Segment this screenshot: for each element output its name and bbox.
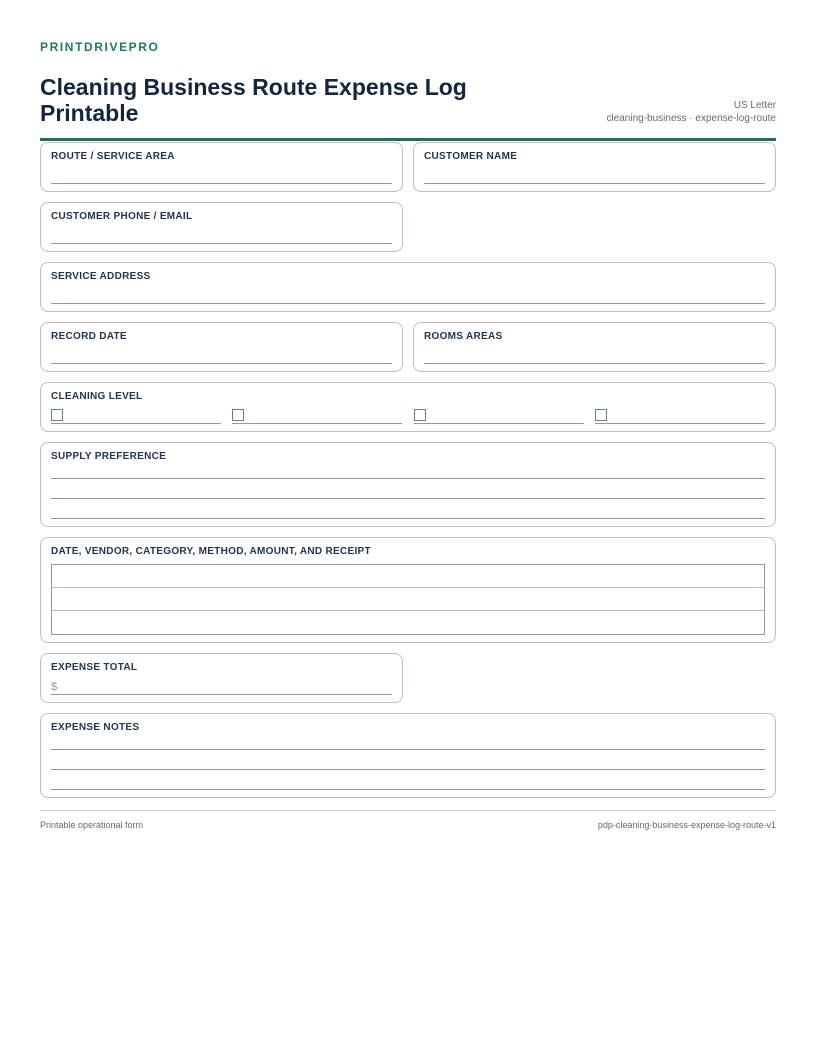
- page-title: Cleaning Business Route Expense Log Printable: [40, 74, 467, 126]
- customer-name-field: [413, 142, 776, 192]
- footer-label: Printable operational form: [40, 820, 144, 830]
- field-label: CUSTOMER PHONE / EMAIL: [51, 211, 193, 222]
- write-line[interactable]: [51, 518, 765, 519]
- option-line[interactable]: [51, 423, 221, 424]
- field-label: DATE, VENDOR, CATEGORY, METHOD, AMOUNT, AND RECEIPT: [51, 546, 371, 557]
- write-line[interactable]: [424, 183, 765, 184]
- page-footer: [40, 810, 776, 834]
- write-line[interactable]: [51, 769, 765, 770]
- write-line[interactable]: [51, 363, 392, 364]
- form-page: [40, 40, 776, 141]
- write-line[interactable]: [51, 183, 392, 184]
- option-line[interactable]: [595, 423, 765, 424]
- expense-table: [51, 564, 765, 635]
- form-tags: cleaning-business · expense-log-route: [606, 113, 776, 124]
- field-label: SERVICE ADDRESS: [51, 271, 151, 282]
- currency-prefix: $: [51, 681, 58, 693]
- page-header: [40, 55, 776, 141]
- paper-size: US Letter: [733, 100, 776, 111]
- field-label: ROUTE / SERVICE AREA: [51, 151, 175, 162]
- record-date-field: [40, 322, 403, 372]
- option-line[interactable]: [232, 423, 402, 424]
- write-line[interactable]: [51, 749, 765, 750]
- cleaning-level-field: [40, 382, 776, 432]
- service-address-field: [40, 262, 776, 312]
- checkbox[interactable]: [414, 409, 426, 421]
- write-line[interactable]: [51, 243, 392, 244]
- write-line[interactable]: [51, 303, 765, 304]
- form-id: pdp-cleaning-business-expense-log-route-v1: [597, 820, 776, 830]
- field-label: CLEANING LEVEL: [51, 391, 143, 402]
- write-line[interactable]: [51, 478, 765, 479]
- supply-preference-field: [40, 442, 776, 527]
- checkbox[interactable]: [232, 409, 244, 421]
- table-row[interactable]: [52, 588, 764, 611]
- table-row[interactable]: [52, 611, 764, 634]
- expense-total-field: [40, 653, 403, 703]
- write-line[interactable]: [51, 498, 765, 499]
- route-service-area-field: [40, 142, 403, 192]
- table-row[interactable]: [52, 565, 764, 588]
- header-meta: [606, 99, 776, 125]
- field-label: RECORD DATE: [51, 331, 127, 342]
- rooms-areas-field: [413, 322, 776, 372]
- write-line[interactable]: [51, 694, 392, 695]
- expense-table-field: [40, 537, 776, 643]
- brand-name: PRINTDRIVEPRO: [40, 40, 160, 54]
- option-line[interactable]: [414, 423, 584, 424]
- write-line[interactable]: [51, 789, 765, 790]
- checkbox[interactable]: [51, 409, 63, 421]
- customer-phone-email-field: [40, 202, 403, 252]
- checkbox[interactable]: [595, 409, 607, 421]
- field-label: ROOMS AREAS: [424, 331, 503, 342]
- field-label: SUPPLY PREFERENCE: [51, 451, 167, 462]
- expense-notes-field: [40, 713, 776, 798]
- field-label: EXPENSE TOTAL: [51, 662, 138, 673]
- write-line[interactable]: [424, 363, 765, 364]
- field-label: EXPENSE NOTES: [51, 722, 140, 733]
- field-label: CUSTOMER NAME: [424, 151, 518, 162]
